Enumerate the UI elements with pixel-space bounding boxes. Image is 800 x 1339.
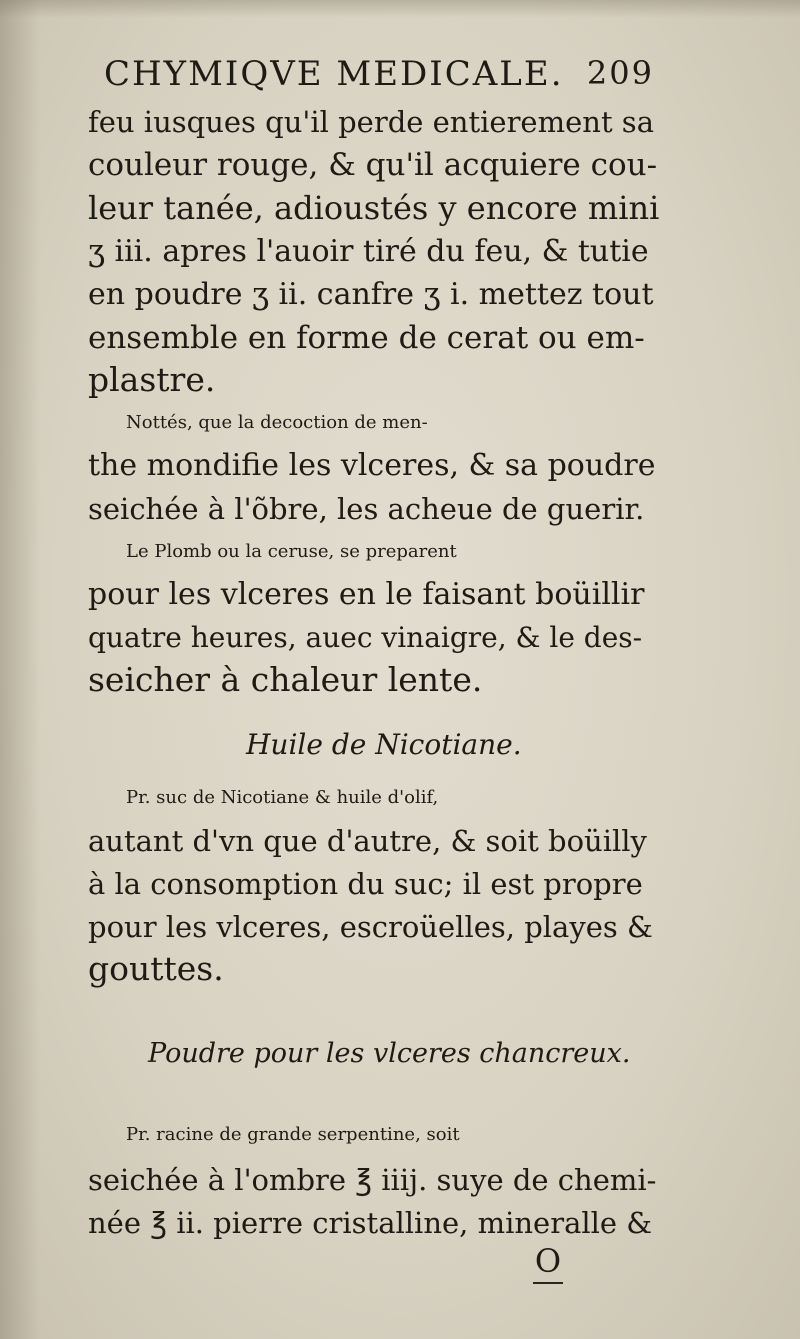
text-line: Pr. racine de grande serpentine, soit — [126, 1124, 460, 1145]
text-line: seichée à l'õbre, les acheue de guerir. — [88, 492, 645, 526]
text-line: couleur rouge, & qu'il acquiere cou- — [88, 147, 658, 183]
text-line: ensemble en forme de cerat ou em- — [88, 320, 645, 356]
text-line: née ℥ ii. pierre cristalline, mineralle & — [88, 1206, 653, 1240]
page-shadow-top — [0, 0, 800, 18]
text-line: seicher à chaleur lente. — [88, 660, 483, 699]
text-line: gouttes. — [88, 949, 224, 988]
section-heading: Poudre pour les vlceres chancreux. — [148, 1038, 631, 1069]
text-line: plastre. — [88, 360, 216, 399]
signature-mark: O — [533, 1242, 563, 1284]
running-head-title: CHYMIQVE MEDICALE. — [104, 54, 564, 94]
text-line: ʒ iii. apres l'auoir tiré du feu, & tutie — [88, 234, 649, 269]
text-line: the mondifie les vlceres, & sa poudre — [88, 448, 656, 483]
page-shadow-left — [0, 0, 40, 1339]
page-number: 209 — [586, 54, 654, 92]
running-head — [104, 54, 664, 94]
text-line: quatre heures, auec vinaigre, & le des- — [88, 621, 643, 654]
section-heading: Huile de Nicotiane. — [246, 728, 522, 761]
text-line: Pr. suc de Nicotiane & huile d'olif, — [126, 787, 439, 808]
text-line: feu iusques qu'il perde entierement sa — [88, 105, 654, 139]
text-line: en poudre ʒ ii. canfre ʒ i. mettez tout — [88, 277, 654, 312]
text-line: pour les vlceres, escroüelles, playes & — [88, 910, 653, 944]
text-line: seichée à l'ombre ℥ iiij. suye de chemi- — [88, 1163, 657, 1197]
text-line: autant d'vn que d'autre, & soit boüilly — [88, 824, 647, 858]
text-line: pour les vlceres en le faisant boüillir — [88, 577, 645, 612]
text-line: Le Plomb ou la ceruse, se preparent — [126, 541, 457, 562]
text-line: Nottés, que la decoction de men- — [126, 412, 428, 433]
text-line: à la consomption du suc; il est propre — [88, 867, 643, 901]
text-line: leur tanée, adioustés y encore mini — [88, 189, 660, 227]
